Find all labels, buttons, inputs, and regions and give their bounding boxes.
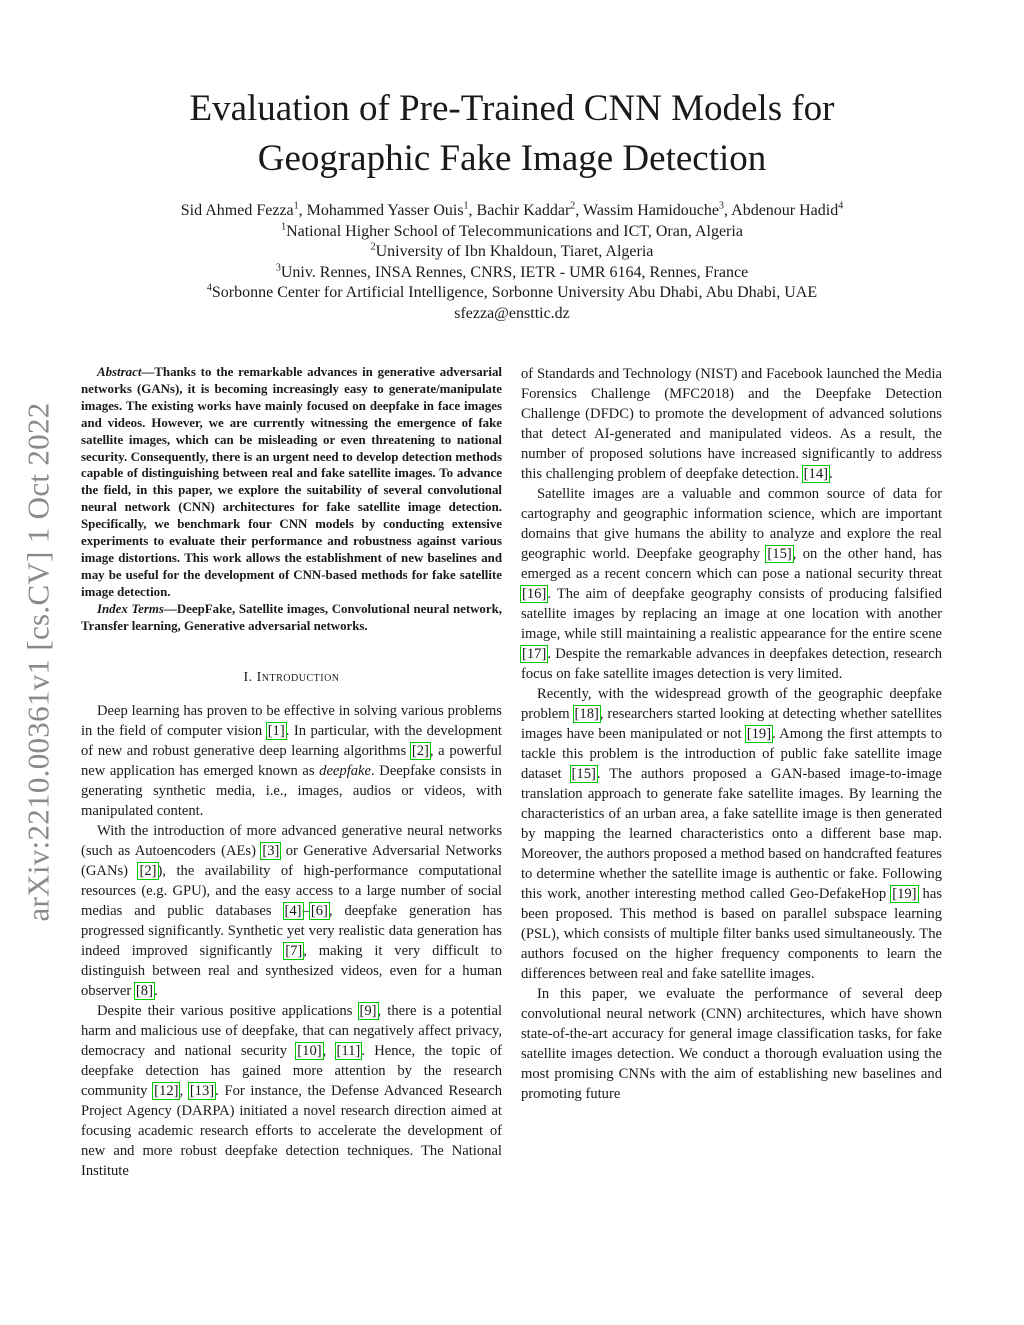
left-column (81, 364, 502, 1181)
body-paragraph (81, 821, 502, 1001)
text-run: , on the other hand, has emerged as a recent concern which can pose a national security threat (521, 546, 942, 582)
index-terms-label: Index Terms (97, 601, 164, 616)
affiliation-marker: 2 (570, 200, 576, 212)
text-run: has been proposed. This method is based on parallel subspace learning (PSL), which consists of multiple filter banks used simultaneously. The authors focused on the higher frequency components to learn the differences between real and fake satellite images. (521, 886, 942, 982)
text-run: . In particular, with the development of new and robust generative deep learning algorithms (81, 722, 502, 759)
body-paragraph (81, 1001, 502, 1181)
arxiv-identifier: arXiv:2210.00361v1 [cs.CV] 1 Oct 2022 (21, 402, 56, 922)
text-run: , (179, 1082, 189, 1099)
text-run: . (828, 466, 833, 482)
affiliation-marker: 2 (370, 241, 376, 253)
section-heading (81, 668, 502, 688)
affiliation-marker: 3 (275, 262, 281, 274)
right-column (521, 364, 942, 1104)
text-run: , deepfake generation has progressed significantly. Synthetic yet very realistic data generation has indeed improved significantly (81, 902, 503, 959)
affiliation-marker: 4 (838, 200, 844, 212)
affiliation-marker: 4 (206, 283, 212, 295)
citation-link[interactable]: [16] (522, 586, 547, 602)
affiliation-line (80, 263, 944, 284)
affiliation-marker: 1 (293, 200, 299, 212)
text-run: . The authors proposed a GAN-based image-to-image translation approach to generate fake satellite images. By learning the characteristics of an urban area, a fake satellite image is then generated by mapping the learned characteristics onto a different base map. Moreover, the authors proposed a method based on handcrafted features to determine whether the satellite image is authentic or fake. Following this work, another interesting method called Geo-DefakeHop (521, 766, 942, 902)
text-run: – (302, 902, 310, 919)
abstract-text: Thanks to the remarkable advances in generative adversarial networks (GANs), it is becoming increasingly easy to generate/manipulate images. The existing works have mainly focused on deepfake in face images and videos. However, we are currently witnessing the emergence of fake satellite images, which can be misleading or even threatening to national security. Consequently, there is an urgent need to develop detection methods capable of distinguishing between real and fake satellite images. To advance the field, in this paper, we explore the suitability of several convolutional neural network (CNN) architectures for fake satellite image detection. Specifically, we benchmark four CNN models by conducting extensive experiments to evaluate their performance and robustness against various image distortions. This work allows the establishment of new baselines and may be useful for the development of CNN-based methods for fake satellite image detection. (81, 365, 502, 599)
text-run: . For instance, the Defense Advanced Research Project Agency (DARPA) initiated a novel research direction aimed at focusing academic research efforts to accelerate the development of new and more robust deepfake detection techniques. The National Institute (81, 1082, 503, 1179)
text-run: , making it very difficult to distinguish between real and synthesized videos, even for a human observer (81, 942, 502, 999)
text-run: Deep learning has proven to be effective in solving various problems in the field of computer vision (81, 702, 502, 739)
text-run: . Despite the remarkable advances in deepfakes detection, research focus on fake satellite images detection is very limited. (521, 646, 942, 682)
citation-link[interactable]: [2] (411, 742, 429, 759)
text-run: Despite their various positive applications (97, 1002, 359, 1019)
citation-link[interactable]: [7] (285, 942, 303, 959)
citation-link[interactable]: [14] (803, 466, 828, 482)
author-name: , Mohammed Yasser Ouis (298, 202, 464, 219)
author-name: , Wassim Hamidouche (575, 202, 720, 219)
author-name: , Abdenour Hadid (724, 202, 839, 219)
text-run: With the introduction of more advanced generative neural networks (such as Autoencoders (AEs) (81, 822, 502, 859)
citation-link[interactable]: [6] (310, 902, 328, 919)
abstract-dash: — (141, 365, 155, 379)
abstract-label: Abstract (97, 365, 142, 379)
citation-link[interactable]: [11] (336, 1042, 361, 1059)
citation-link[interactable]: [15] (767, 546, 792, 562)
text-run: Satellite images are a valuable and common source of data for cartography and geographic information science, which are important domains that give humans the ability to analyze and explore the real geographic world. Deepfake geography (521, 486, 942, 562)
citation-link[interactable]: [4] (284, 902, 302, 919)
title-line-2: Geographic Fake Image Detection (257, 138, 767, 179)
text-run: , there is a potential harm and malicious use of deepfake, that can negatively affect privacy, democracy and national security (81, 1002, 502, 1059)
citation-link[interactable]: [19] (892, 886, 917, 902)
text-run: of Standards and Technology (NIST) and Facebook launched the Media Forensics Challenge (MFC2018) and the Deepfake Detection Challenge (DFDC) to promote the development of advanced solutions that detect AI-generated and manipulated videos. As a result, the number of proposed solutions have increased significantly to address this challenging problem of deepfake detection. (521, 366, 942, 482)
affiliation-marker: 3 (719, 200, 725, 212)
affiliation-line (80, 283, 944, 304)
citation-link[interactable]: [10] (297, 1042, 322, 1059)
text-run: In this paper, we evaluate the performance of several deep convolutional neural network (CNN) architectures, which have shown state-of-the-art accuracy for general image classification tasks, for fake satellite images detection. We conduct a thorough evaluation using the most promising CNNs with the aim of establishing new baselines and promoting future (521, 986, 942, 1102)
citation-link[interactable]: [1] (267, 722, 285, 739)
arxiv-side-label (16, 362, 62, 962)
contact-email[interactable]: sfezza@ensttic.dz (454, 304, 570, 322)
text-run: . Hence, the topic of deepfake detection has gained more attention by the research community (81, 1042, 503, 1099)
citation-link[interactable]: [8] (135, 982, 153, 999)
text-run: . The aim of deepfake geography consists of producing falsified satellite images by replacing an image at one location with another image, while still maintaining a realistic appearance for the entire scene (521, 586, 942, 642)
citation-link[interactable]: [19] (746, 726, 772, 742)
text-run: , researchers started looking at detecting whether satellites images have been manipulated or not (521, 706, 942, 742)
index-terms-dash: — (163, 601, 177, 616)
body-paragraph (521, 364, 942, 484)
citation-link[interactable]: [15] (571, 766, 596, 782)
citation-link[interactable]: [3] (262, 842, 280, 859)
text-run: or Generative Adversarial Networks (GANs) (81, 842, 502, 879)
affiliation-text: National Higher School of Telecommunications and ICT, Oran, Algeria (286, 222, 743, 240)
affiliation-line (80, 222, 944, 243)
citation-link[interactable]: [9] (359, 1002, 377, 1019)
affiliation-line (80, 242, 944, 263)
affiliation-text: Univ. Rennes, INSA Rennes, CNRS, IETR - UMR 6164, Rennes, France (280, 263, 749, 281)
citation-link[interactable]: [18] (574, 706, 599, 722)
abstract (81, 364, 502, 635)
affiliation-marker: 1 (463, 200, 469, 212)
citation-link[interactable]: [17] (522, 646, 547, 662)
author-list (80, 201, 944, 222)
affiliation-text: Sorbonne Center for Artificial Intelligence, Sorbonne University Abu Dhabi, Abu Dhabi, UAE (211, 284, 818, 302)
text-run: . (153, 982, 158, 999)
affiliation-text: University of Ibn Khaldoun, Tiaret, Algeria (375, 243, 654, 261)
author-block (80, 201, 944, 325)
citation-link[interactable]: [12] (154, 1082, 179, 1099)
body-paragraph (521, 684, 942, 984)
section-number: I. (243, 669, 253, 685)
body-paragraph (521, 484, 942, 684)
text-run: , (322, 1042, 336, 1059)
section-title: Introduction (256, 669, 340, 685)
paper-title (100, 84, 924, 184)
author-name: , Bachir Kaddar (468, 202, 571, 219)
index-terms-text: DeepFake, Satellite images, Convolutional neural network, Transfer learning, Generative adversarial networks. (81, 601, 502, 633)
text-run: , a powerful new application has emerged known as (81, 742, 502, 779)
affiliation-marker: 1 (281, 221, 287, 233)
author-name: Sid Ahmed Fezza (180, 202, 294, 219)
text-run: ), the availability of high-performance computational resources (e.g. GPU), and the easy access to a large number of social medias and public databases (81, 862, 502, 919)
body-paragraph (81, 701, 502, 821)
abstract-paragraph (81, 364, 502, 601)
title-line-1: Evaluation of Pre-Trained CNN Models for (189, 88, 835, 129)
text-run: Recently, with the widespread growth of the geographic deepfake problem (521, 686, 942, 722)
body-paragraph (521, 984, 942, 1104)
index-terms (81, 601, 502, 635)
citation-link[interactable]: [2] (139, 862, 157, 879)
emphasized-term: deepfake (319, 762, 372, 779)
citation-link[interactable]: [13] (189, 1082, 215, 1099)
text-run: . Deepfake consists in generating synthetic media, i.e., images, audios or videos, with manipulated content. (81, 762, 502, 819)
text-run: . Among the first attempts to tackle this problem is the introduction of public fake satellite image dataset (521, 726, 942, 782)
